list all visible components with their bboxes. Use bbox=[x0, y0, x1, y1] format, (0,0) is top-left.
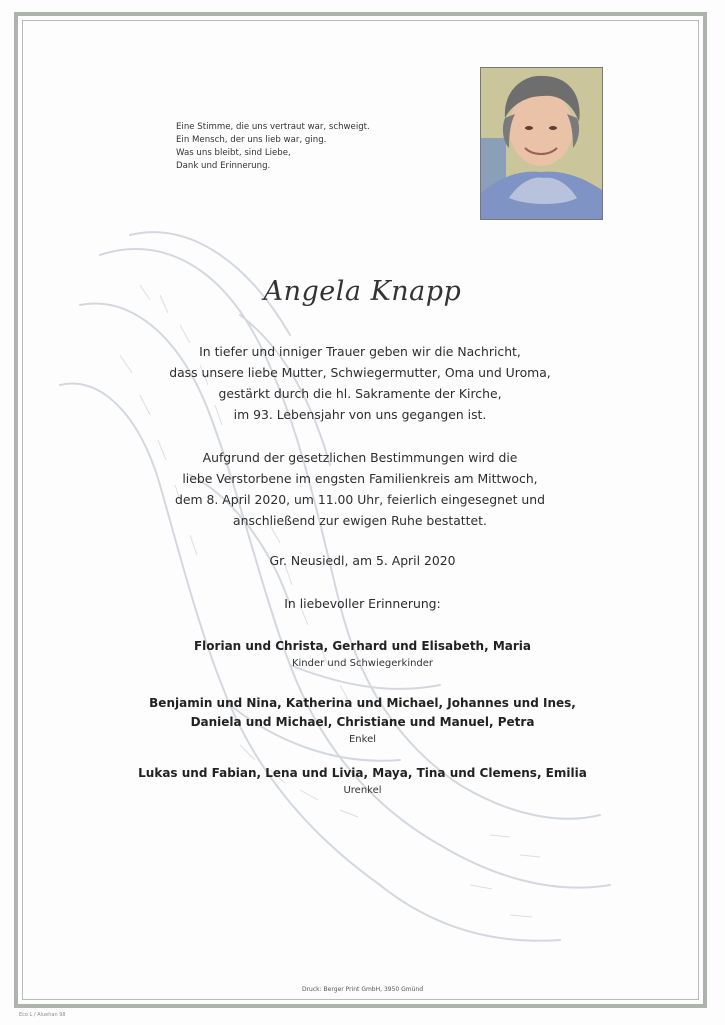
funeral-line: Aufgrund der gesetzlichen Bestimmungen wird die bbox=[202, 450, 518, 465]
verse-line: Ein Mensch, der uns lieb war, ging. bbox=[176, 135, 327, 145]
announcement-line: dass unsere liebe Mutter, Schwiegermutter, Oma und Uroma, bbox=[169, 365, 551, 380]
mourner-names: Florian und Christa, Gerhard und Elisabeth, Maria bbox=[193, 639, 531, 653]
announcement-line: im 93. Lebensjahr von uns gegangen ist. bbox=[233, 407, 487, 422]
mourner-names: Daniela und Michael, Christiane und Manuel, Petra bbox=[190, 715, 535, 729]
verse-line: Dank und Erinnerung. bbox=[176, 161, 271, 171]
praying-hands-illustration bbox=[40, 225, 660, 965]
place-date: Gr. Neusiedl, am 5. April 2020 bbox=[269, 553, 456, 568]
mourner-group-grandchildren bbox=[0, 694, 725, 747]
funeral-paragraph bbox=[120, 447, 600, 531]
verse bbox=[176, 121, 370, 173]
printer-credit: Druck: Berger Print GmbH, 3950 Gmünd bbox=[301, 986, 424, 993]
funeral-line: anschließend zur ewigen Ruhe bestattet. bbox=[233, 513, 487, 528]
announcement-paragraph bbox=[120, 341, 600, 425]
portrait-photo bbox=[480, 67, 603, 220]
mourner-relation: Kinder und Schwiegerkinder bbox=[291, 658, 434, 669]
mourner-relation: Urenkel bbox=[343, 785, 382, 796]
memory-line: In liebevoller Erinnerung: bbox=[284, 596, 441, 611]
mourner-relation: Enkel bbox=[348, 734, 377, 745]
announcement-line: In tiefer und inniger Trauer geben wir die Nachricht, bbox=[199, 344, 521, 359]
corner-code: Eco L / Aluehan 98 bbox=[19, 1012, 66, 1018]
funeral-line: liebe Verstorbene im engsten Familienkreis am Mittwoch, bbox=[182, 471, 538, 486]
mourner-names: Benjamin und Nina, Katherina und Michael, Johannes und Ines, bbox=[149, 696, 576, 710]
mourner-group-great-grandchildren bbox=[0, 764, 725, 798]
funeral-line: dem 8. April 2020, um 11.00 Uhr, feierlich eingesegnet und bbox=[175, 492, 545, 507]
announcement-line: gestärkt durch die hl. Sakramente der Kirche, bbox=[218, 386, 502, 401]
verse-line: Eine Stimme, die uns vertraut war, schweigt. bbox=[176, 122, 370, 132]
deceased-name: Angela Knapp bbox=[263, 276, 462, 307]
mourner-group-children bbox=[0, 637, 725, 671]
verse-line: Was uns bleibt, sind Liebe, bbox=[176, 148, 291, 158]
mourner-names: Lukas und Fabian, Lena und Livia, Maya, Tina und Clemens, Emilia bbox=[138, 766, 587, 780]
